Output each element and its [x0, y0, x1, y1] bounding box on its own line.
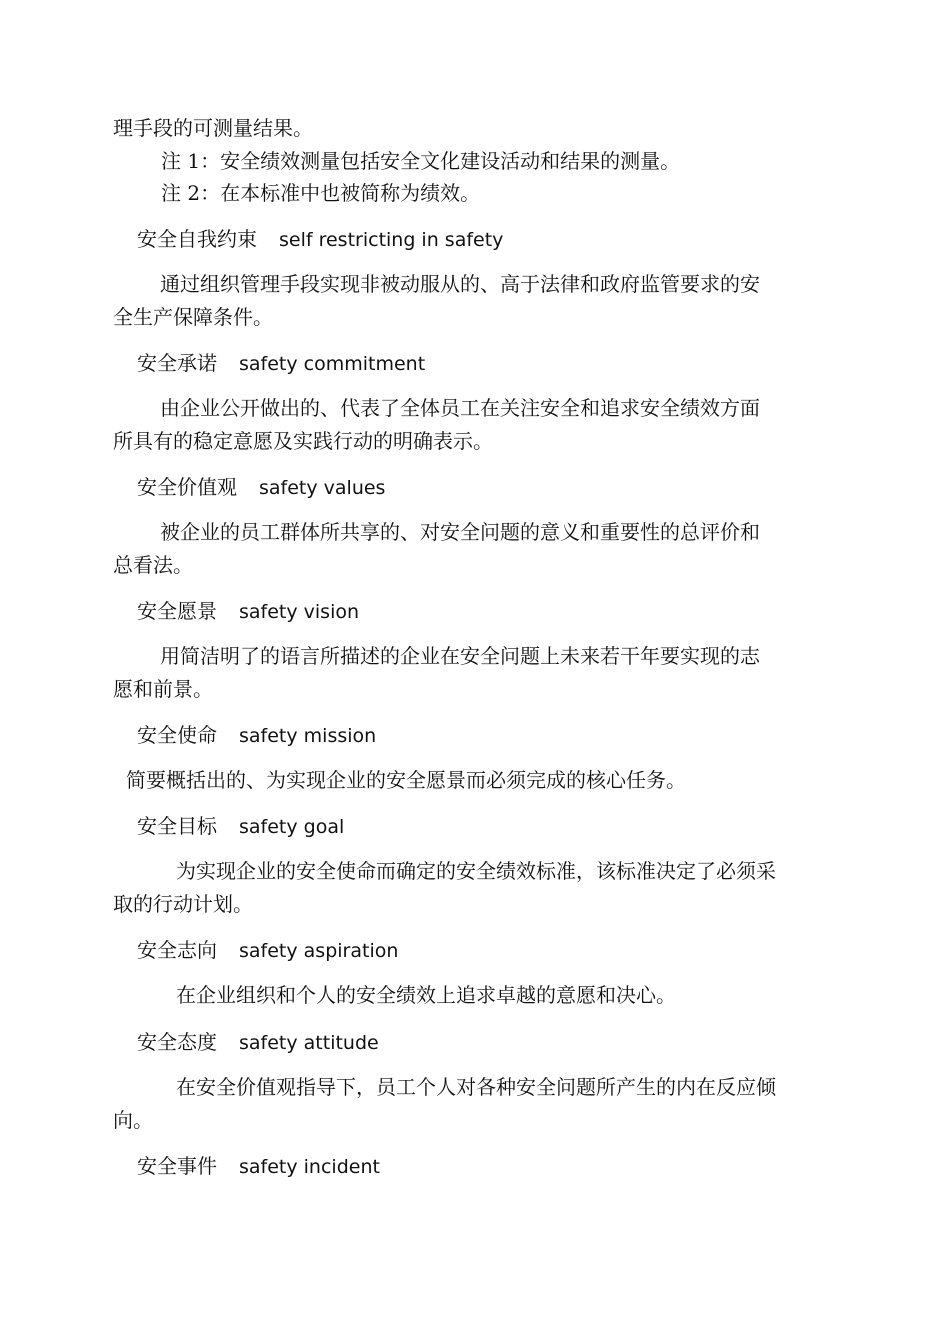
definition-line: 由企业公开做出的、代表了全体员工在关注安全和追求安全绩效方面 — [160, 396, 760, 420]
term-chinese: 安全目标 — [137, 814, 217, 838]
term-english: safety attitude — [239, 1032, 379, 1054]
definition-line: 通过组织管理手段实现非被动服从的、高于法律和政府监管要求的安 — [160, 272, 760, 296]
term-chinese: 安全价值观 — [137, 475, 237, 499]
term-english: safety incident — [239, 1156, 380, 1178]
term-english: safety goal — [239, 816, 345, 838]
term-chinese: 安全事件 — [137, 1154, 217, 1178]
body-text-line: 理手段的可测量结果。 — [113, 116, 313, 140]
definition-line: 在企业组织和个人的安全绩效上追求卓越的意愿和决心。 — [176, 983, 676, 1007]
note-1: 注 1：安全绩效测量包括安全文化建设活动和结果的测量。 — [161, 149, 681, 173]
term-chinese: 安全自我约束 — [137, 227, 257, 251]
definition-line: 向。 — [113, 1108, 153, 1132]
term-english: safety aspiration — [239, 940, 399, 962]
term-heading — [137, 353, 425, 374]
term-heading — [137, 725, 376, 746]
note-2: 注 2：在本标准中也被简称为绩效。 — [161, 181, 481, 205]
term-chinese: 安全态度 — [137, 1030, 217, 1054]
definition-line: 为实现企业的安全使命而确定的安全绩效标准，该标准决定了必须采 — [176, 859, 776, 883]
definition-line: 取的行动计划。 — [113, 892, 253, 916]
term-english: safety commitment — [239, 353, 426, 375]
term-heading — [137, 229, 503, 250]
definition-line: 全生产保障条件。 — [113, 305, 273, 329]
term-chinese: 安全志向 — [137, 938, 217, 962]
term-chinese: 安全使命 — [137, 723, 217, 747]
term-english: self restricting in safety — [279, 229, 504, 251]
definition-line: 总看法。 — [113, 553, 193, 577]
term-heading — [137, 816, 344, 837]
term-heading — [137, 477, 385, 498]
term-chinese: 安全承诺 — [137, 351, 217, 375]
term-english: safety vision — [239, 601, 360, 623]
term-heading — [137, 601, 359, 622]
term-heading — [137, 1156, 380, 1177]
term-heading — [137, 1032, 379, 1053]
term-chinese: 安全愿景 — [137, 599, 217, 623]
definition-line: 在安全价值观指导下，员工个人对各种安全问题所产生的内在反应倾 — [176, 1075, 776, 1099]
definition-line: 愿和前景。 — [113, 677, 213, 701]
term-heading — [137, 940, 398, 961]
definition-line: 被企业的员工群体所共享的、对安全问题的意义和重要性的总评价和 — [160, 520, 760, 544]
definition-line: 用简洁明了的语言所描述的企业在安全问题上未来若干年要实现的志 — [160, 644, 760, 668]
term-english: safety values — [259, 477, 386, 499]
definition-line: 所具有的稳定意愿及实践行动的明确表示。 — [113, 429, 493, 453]
term-english: safety mission — [239, 725, 377, 747]
definition-line: 简要概括出的、为实现企业的安全愿景而必须完成的核心任务。 — [126, 768, 686, 792]
